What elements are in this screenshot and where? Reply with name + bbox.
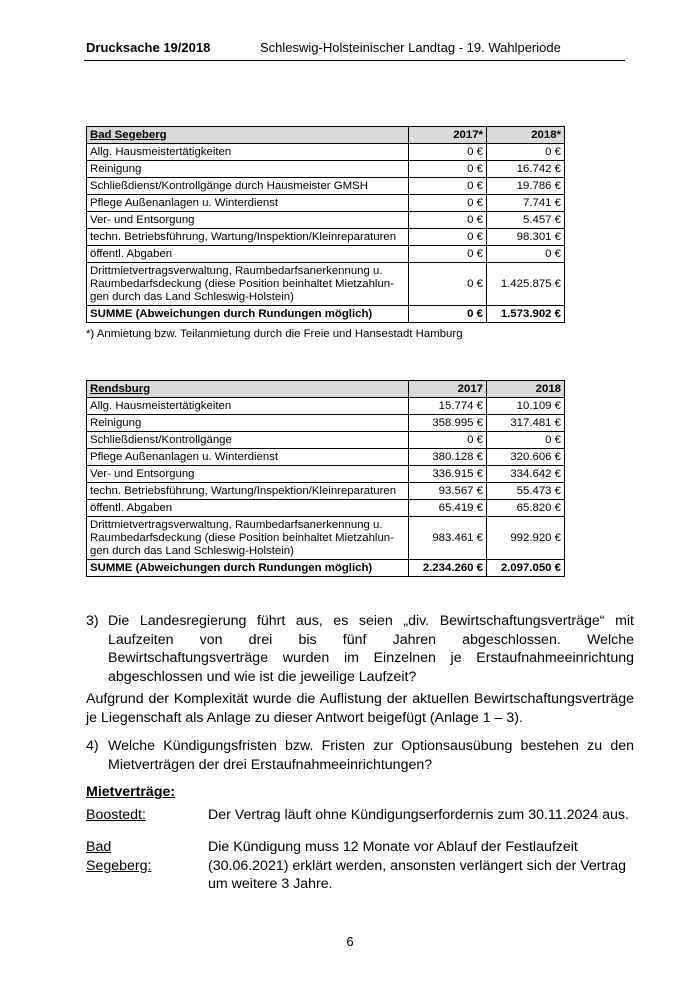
total-label: SUMME (Abweichungen durch Rundungen möglich) xyxy=(87,306,409,323)
value-2018: 7.741 € xyxy=(487,195,565,212)
value-2017: 0 € xyxy=(409,144,487,161)
table-row xyxy=(87,483,565,500)
value-2017: 65.419 € xyxy=(409,500,487,517)
table-row xyxy=(87,144,565,161)
lease-location: Bad Segeberg: xyxy=(86,839,152,874)
total-2017: 2.234.260 € xyxy=(409,560,487,577)
table-location-heading: Bad Segeberg xyxy=(87,127,409,144)
value-2017: 15.774 € xyxy=(409,398,487,415)
document-number: Drucksache 19/2018 xyxy=(86,40,211,55)
value-2017: 358.995 € xyxy=(409,415,487,432)
row-label: Schließdienst/Kontrollgänge xyxy=(87,432,409,449)
value-2018: 19.786 € xyxy=(487,178,565,195)
column-2018-heading: 2018* xyxy=(487,127,565,144)
row-label: öffentl. Abgaben xyxy=(87,500,409,517)
table-row xyxy=(87,246,565,263)
value-2017: 983.461 € xyxy=(409,517,487,560)
table-header-row xyxy=(87,381,565,398)
table-row xyxy=(87,229,565,246)
value-2018: 0 € xyxy=(487,432,565,449)
page-header xyxy=(84,40,625,61)
value-2017: 0 € xyxy=(409,161,487,178)
value-2017: 0 € xyxy=(409,229,487,246)
table-location-heading: Rendsburg xyxy=(87,381,409,398)
lease-text: Der Vertrag läuft ohne Kündigungserfordernis zum 30.11.2024 aus. xyxy=(208,807,629,823)
row-label: techn. Betriebsführung, Wartung/Inspektion/Kleinreparaturen xyxy=(87,483,409,500)
row-label: Ver- und Entsorgung xyxy=(87,212,409,229)
question-3 xyxy=(86,612,634,686)
answer-3: Aufgrund der Komplexität wurde die Auflistung der aktuellen Bewirtschaftungsverträge je Liegenschaft als Anlage zu dieser Antwort beigefügt (Anlage 1 – 3). xyxy=(86,691,634,726)
page-number: 6 xyxy=(346,934,354,949)
row-label-line: Drittmietvertragsverwaltung, Raumbedarfsanerkennung u. xyxy=(90,518,383,531)
question-text: Welche Kündigungsfristen bzw. Fristen zur Optionsausübung bestehen zu den Mietverträgen der drei Erstaufnahmeeinrichtungen? xyxy=(108,738,634,773)
total-2018: 1.573.902 € xyxy=(487,306,565,323)
row-label: öffentl. Abgaben xyxy=(87,246,409,263)
row-label-line: Raumbedarfsdeckung (diese Position beinhaltet Mietzahlun- xyxy=(90,531,394,544)
row-label-line: gen durch das Land Schleswig-Holstein) xyxy=(90,544,294,557)
column-2017-heading: 2017 xyxy=(409,381,487,398)
row-label: Pflege Außenanlagen u. Winterdienst xyxy=(87,195,409,212)
value-2018: 65.820 € xyxy=(487,500,565,517)
table-row-multiline xyxy=(87,263,565,306)
table-row xyxy=(87,415,565,432)
lease-text: Die Kündigung muss 12 Monate vor Ablauf der Festlaufzeit (30.06.2021) erklärt werden, ansonsten verlängert sich der Vertrag um weitere 3 Jahre. xyxy=(208,839,626,892)
value-2017: 0 € xyxy=(409,246,487,263)
table-row xyxy=(87,212,565,229)
row-label xyxy=(87,263,409,306)
question-number: 3) xyxy=(86,613,99,629)
section-heading: Mietverträge: xyxy=(86,784,176,800)
value-2017: 0 € xyxy=(409,195,487,212)
value-2018: 55.473 € xyxy=(487,483,565,500)
value-2018: 0 € xyxy=(487,144,565,161)
table-footnote: *) Anmietung bzw. Teilanmietung durch die Freie und Hansestadt Hamburg xyxy=(86,328,463,340)
table-row xyxy=(87,178,565,195)
row-label: Reinigung xyxy=(87,415,409,432)
value-2018: 0 € xyxy=(487,246,565,263)
value-2017: 0 € xyxy=(409,212,487,229)
table-total-row xyxy=(87,306,565,323)
question-4 xyxy=(86,737,634,774)
value-2018: 16.742 € xyxy=(487,161,565,178)
value-2018: 5.457 € xyxy=(487,212,565,229)
question-number: 4) xyxy=(86,738,99,754)
value-2018: 320.606 € xyxy=(487,449,565,466)
value-2017: 0 € xyxy=(409,178,487,195)
value-2018: 98.301 € xyxy=(487,229,565,246)
row-label-line: gen durch das Land Schleswig-Holstein) xyxy=(90,290,294,303)
total-2017: 0 € xyxy=(409,306,487,323)
table-total-row xyxy=(87,560,565,577)
value-2017: 380.128 € xyxy=(409,449,487,466)
total-label: SUMME (Abweichungen durch Rundungen möglich) xyxy=(87,560,409,577)
row-label: Pflege Außenanlagen u. Winterdienst xyxy=(87,449,409,466)
value-2018: 10.109 € xyxy=(487,398,565,415)
table-row xyxy=(87,449,565,466)
table-row-multiline xyxy=(87,517,565,560)
table-row xyxy=(87,161,565,178)
row-label: Allg. Hausmeistertätigkeiten xyxy=(87,144,409,161)
cost-table-rendsburg xyxy=(86,380,565,577)
value-2018: 1.425.875 € xyxy=(487,263,565,306)
table-row xyxy=(87,195,565,212)
table-row xyxy=(87,466,565,483)
table-row xyxy=(87,500,565,517)
row-label: techn. Betriebsführung, Wartung/Inspektion/Kleinreparaturen xyxy=(87,229,409,246)
lease-location: Boostedt: xyxy=(86,807,146,823)
row-label: Allg. Hausmeistertätigkeiten xyxy=(87,398,409,415)
cost-table-bad-segeberg xyxy=(86,126,565,323)
value-2017: 336.915 € xyxy=(409,466,487,483)
column-2018-heading: 2018 xyxy=(487,381,565,398)
value-2017: 0 € xyxy=(409,263,487,306)
question-text: Die Landesregierung führt aus, es seien „div. Bewirtschaftungsverträge“ mit Laufzeiten von drei bis fünf Jahren abgeschlossen. Welche Bewirtschaftungsverträge wurden im Einzelnen je Erstaufnahmeeinrichtung abgeschlossen und wie ist die jeweilige Laufzeit? xyxy=(108,613,634,685)
value-2018: 334.642 € xyxy=(487,466,565,483)
table-row xyxy=(87,432,565,449)
parliament-title: Schleswig-Holsteinischer Landtag - 19. Wahlperiode xyxy=(260,40,561,55)
table-row xyxy=(87,398,565,415)
row-label: Reinigung xyxy=(87,161,409,178)
table-header-row xyxy=(87,127,565,144)
row-label-line: Drittmietvertragsverwaltung, Raumbedarfsanerkennung u. xyxy=(90,264,383,277)
value-2017: 0 € xyxy=(409,432,487,449)
value-2018: 317.481 € xyxy=(487,415,565,432)
row-label xyxy=(87,517,409,560)
column-2017-heading: 2017* xyxy=(409,127,487,144)
row-label: Ver- und Entsorgung xyxy=(87,466,409,483)
value-2017: 93.567 € xyxy=(409,483,487,500)
value-2018: 992.920 € xyxy=(487,517,565,560)
row-label-line: Raumbedarfsdeckung (diese Position beinhaltet Mietzahlun- xyxy=(90,277,394,290)
total-2018: 2.097.050 € xyxy=(487,560,565,577)
row-label: Schließdienst/Kontrollgänge durch Hausmeister GMSH xyxy=(87,178,409,195)
